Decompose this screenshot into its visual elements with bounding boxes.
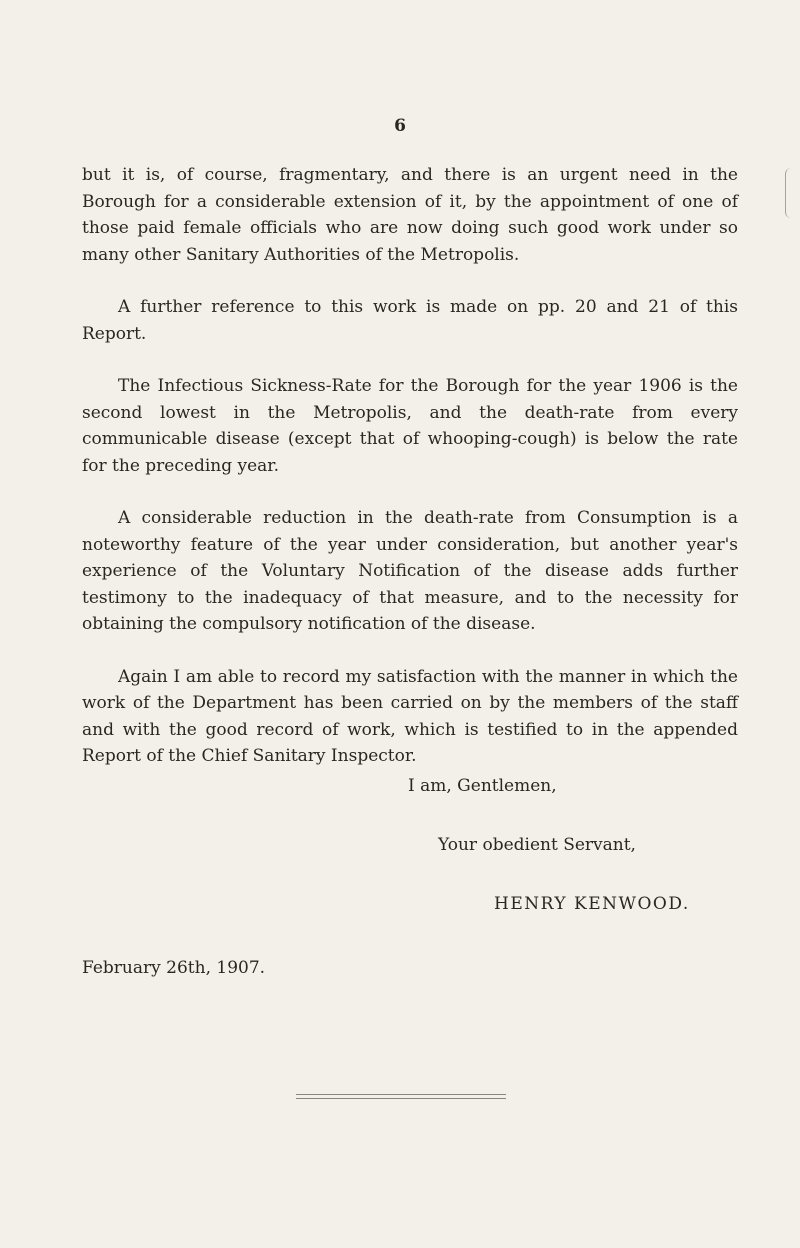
valediction: Your obedient Servant, xyxy=(438,835,636,855)
page-number: 6 xyxy=(394,116,406,136)
margin-mark xyxy=(785,168,794,218)
signature: HENRY KENWOOD. xyxy=(494,894,690,914)
end-rule xyxy=(296,1094,506,1099)
paragraph-3: The Infectious Sickness-Rate for the Borough for the year 1906 is the second lowest in the Metropolis, and the death-rate from every communicable disease (except that of whooping-cough) is below the rate for the preceding year. xyxy=(82,376,738,476)
salutation: I am, Gentlemen, xyxy=(408,776,557,796)
paragraph-4: A considerable reduction in the death-rate from Consumption is a noteworthy feature of the year under consideration, but another year's experience of the Voluntary Notification of the disease adds further testimony to the inadequacy of that measure, and to the necessity for obtaining the compulsory notification of the disease. xyxy=(82,508,738,634)
letter-body xyxy=(82,162,738,796)
paragraph-2: A further reference to this work is made on pp. 20 and 21 of this Report. xyxy=(82,297,738,344)
letter-date: February 26th, 1907. xyxy=(82,958,266,978)
paragraph-1: but it is, of course, fragmentary, and there is an urgent need in the Borough for a considerable extension of it, by the appointment of one of those paid female officials who are now doing such good work under so many other Sanitary Authorities of the Metropolis. xyxy=(82,165,738,265)
paragraph-5: Again I am able to record my satisfaction with the manner in which the work of the Department has been carried on by the members of the staff and with the good record of work, which is testified to in the appended Report of the Chief Sanitary Inspector. xyxy=(82,666,738,766)
